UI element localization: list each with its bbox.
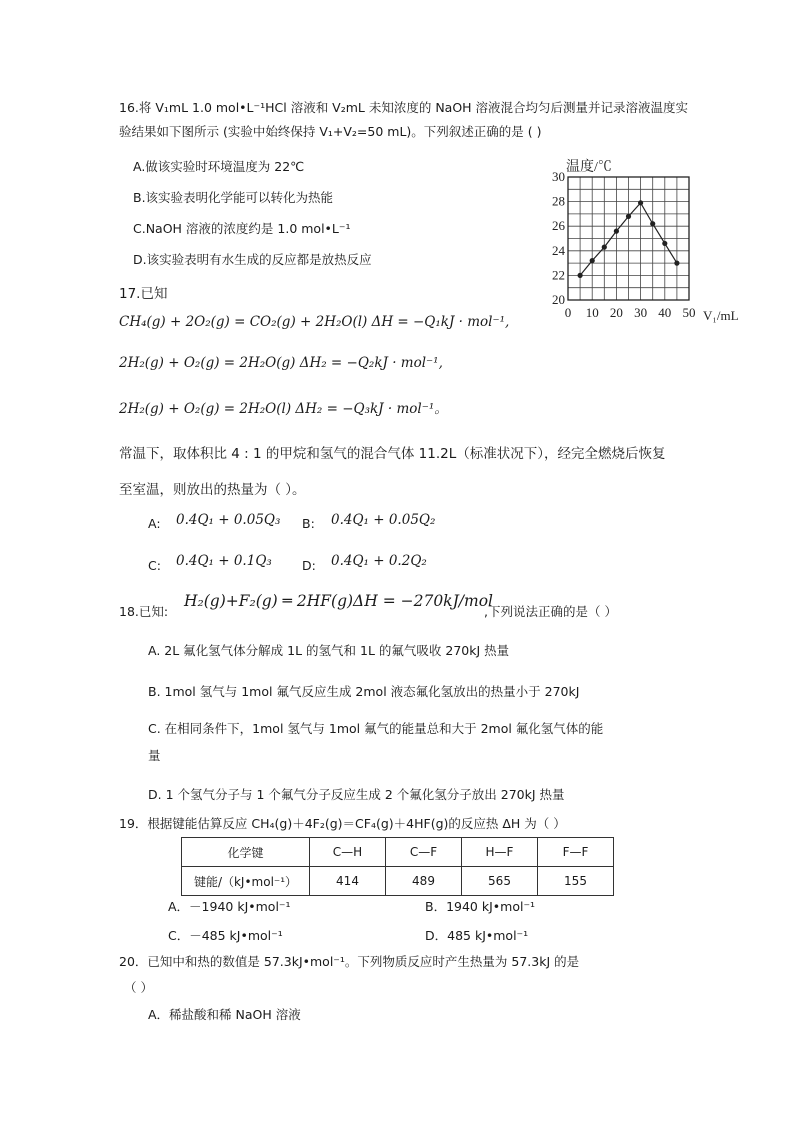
table-cell: 155 xyxy=(538,867,614,896)
q16-option-b: B.该实验表明化学能可以转化为热能 xyxy=(133,190,334,205)
q17-stem-line2: 至室温，则放出的热量为（ ）。 xyxy=(119,482,306,498)
y-tick-label: 26 xyxy=(552,218,565,234)
data-point xyxy=(602,245,607,250)
q17-option-b-label: B: xyxy=(302,516,315,531)
table-cell: 489 xyxy=(386,867,462,896)
y-tick-label: 28 xyxy=(552,193,565,209)
q19-option-b: B．1940 kJ•mol⁻¹ xyxy=(425,899,536,914)
q16-stem-line2: 验结果如下图所示 (实验中始终保持 V₁+V₂=50 mL)。下列叙述正确的是 ( ) xyxy=(119,124,542,139)
q20-option-a: A．稀盐酸和稀 NaOH 溶液 xyxy=(148,1007,301,1022)
x-tick-label: 30 xyxy=(634,305,648,320)
chart-ylabel: 温度/℃ xyxy=(566,160,612,175)
y-tick-label: 24 xyxy=(552,242,565,258)
chart-xlabel: V₁/mL xyxy=(703,308,739,323)
table-header-cell: F—F xyxy=(538,838,614,867)
q18-stem-suffix: ,下列说法正确的是（ ） xyxy=(484,604,617,619)
q18-option-a: A. 2L 氟化氢气体分解成 1L 的氢气和 1L 的氟气吸收 270kJ 热量 xyxy=(148,643,510,658)
data-point xyxy=(650,221,655,226)
q17-equation-3: 2H₂(g) + O₂(g) = 2H₂O(l) ΔH₂ = −Q₃kJ · mol⁻¹。 xyxy=(119,401,448,417)
y-tick-label: 20 xyxy=(552,292,565,307)
x-tick-label: 10 xyxy=(585,305,599,320)
q18-option-b: B. 1mol 氢气与 1mol 氟气反应生成 2mol 液态氟化氢放出的热量小于 270kJ xyxy=(148,684,580,699)
q19-option-c: C．－485 kJ•mol⁻¹ xyxy=(168,928,283,943)
q16-option-a: A.做该实验时环境温度为 22℃ xyxy=(133,159,305,174)
table-cell: 565 xyxy=(462,867,538,896)
q17-option-c-label: C: xyxy=(148,558,161,573)
q17-stem-line1: 常温下，取体积比 4 : 1 的甲烷和氢气的混合气体 11.2L（标准状况下），经完全燃烧后恢复 xyxy=(119,446,666,462)
temperature-chart xyxy=(552,150,755,330)
q18-equation: H₂(g)+F₂(g) ═ 2HF(g)ΔH = −270kJ/mol xyxy=(184,592,493,610)
x-tick-label: 50 xyxy=(682,305,696,320)
q17-option-c: 0.4Q₁ + 0.1Q₃ xyxy=(176,553,272,569)
q17-option-d: 0.4Q₁ + 0.2Q₂ xyxy=(331,553,427,569)
x-tick-label: 0 xyxy=(564,305,572,320)
q19-option-a: A．－1940 kJ•mol⁻¹ xyxy=(168,899,291,914)
table-header-cell: C—H xyxy=(310,838,386,867)
q17-equation-1: CH₄(g) + 2O₂(g) = CO₂(g) + 2H₂O(l) ΔH = −Q₁kJ · mol⁻¹, xyxy=(119,314,510,330)
y-tick-label: 30 xyxy=(552,169,565,184)
q17-option-a: 0.4Q₁ + 0.05Q₃ xyxy=(176,512,281,528)
table-header-row xyxy=(182,838,614,867)
chart-ticks xyxy=(552,169,696,320)
data-point xyxy=(662,241,667,246)
table-header-cell: C—F xyxy=(386,838,462,867)
chart-grid xyxy=(568,177,689,300)
q16-option-c: C.NaOH 溶液的浓度约是 1.0 mol•L⁻¹ xyxy=(133,221,351,236)
table-header-cell: 化学键 xyxy=(182,838,310,867)
q17-equation-2: 2H₂(g) + O₂(g) = 2H₂O(g) ΔH₂ = −Q₂kJ · mol⁻¹, xyxy=(119,355,443,371)
q18-prefix: 18.已知: xyxy=(119,604,169,619)
q16-stem-line1: 16.将 V₁mL 1.0 mol•L⁻¹HCl 溶液和 V₂mL 未知浓度的 NaOH 溶液混合均匀后测量并记录溶液温度实 xyxy=(119,100,689,115)
data-point xyxy=(674,261,679,266)
data-point xyxy=(614,229,619,234)
data-point xyxy=(638,200,643,205)
q20-stem: 20．已知中和热的数值是 57.3kJ•mol⁻¹。下列物质反应时产生热量为 57.3kJ 的是 xyxy=(119,954,580,969)
q20-blank: （ ） xyxy=(124,980,153,995)
q18-option-c-line2: 量 xyxy=(148,748,161,763)
table-cell: 键能/（kJ•mol⁻¹） xyxy=(182,867,310,896)
data-point xyxy=(590,258,595,263)
table-header-cell: H—F xyxy=(462,838,538,867)
q18-option-c-line1: C. 在相同条件下，1mol 氢气与 1mol 氟气的能量总和大于 2mol 氟化氢气体的能 xyxy=(148,721,604,736)
y-tick-label: 22 xyxy=(552,267,565,283)
q19-option-d: D．485 kJ•mol⁻¹ xyxy=(425,928,529,943)
q17-option-b: 0.4Q₁ + 0.05Q₂ xyxy=(331,512,436,528)
bond-energy-table xyxy=(181,837,614,896)
x-tick-label: 40 xyxy=(658,305,672,320)
data-point xyxy=(578,273,583,278)
q19-stem: 19．根据键能估算反应 CH₄(g)＋4F₂(g)＝CF₄(g)＋4HF(g)的反应热 ΔH 为（ ） xyxy=(119,816,566,831)
table-row xyxy=(182,867,614,896)
q18-option-d: D. 1 个氢气分子与 1 个氟气分子反应生成 2 个氟化氢分子放出 270kJ 热量 xyxy=(148,787,565,802)
q16-option-d: D.该实验表明有水生成的反应都是放热反应 xyxy=(133,252,372,267)
data-point xyxy=(626,214,631,219)
q17-option-a-label: A: xyxy=(148,516,161,531)
q17-title: 17.已知 xyxy=(119,286,168,302)
q17-option-d-label: D: xyxy=(302,558,316,573)
table-cell: 414 xyxy=(310,867,386,896)
x-tick-label: 20 xyxy=(609,305,623,320)
